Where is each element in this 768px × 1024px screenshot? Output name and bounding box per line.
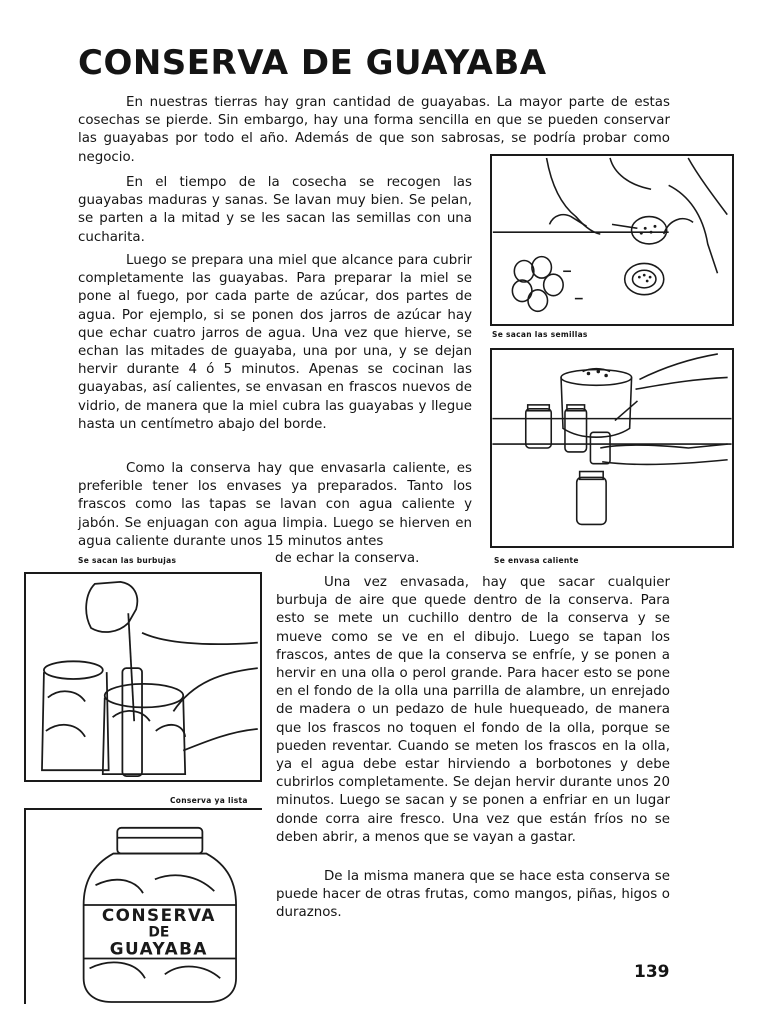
paragraph-intro: En nuestras tierras hay gran cantidad de guayabas. La mayor parte de estas cosechas se pierde. Sin embargo, hay una forma sencilla en que se pueden conservar las guayabas por todo el año. Además de que son sabrosas, se podría probar como negocio.: [78, 95, 670, 165]
caption-ready: Conserva ya lista: [170, 796, 248, 805]
packing-illustration: [492, 350, 732, 546]
figure-seeds: [490, 154, 734, 326]
paragraph-containers-end: de echar la conserva.: [275, 551, 420, 566]
jar-label-line3: GUAYABA: [109, 938, 208, 959]
paragraph-other-fruits: De la misma manera que se hace esta conserva se puede hacer de otras frutas, como mangos, piñas, higos o duraznos.: [276, 869, 670, 921]
caption-hot: Se envasa caliente: [494, 556, 579, 565]
bubbles-illustration: [26, 574, 260, 780]
figure-bubbles: [24, 572, 262, 782]
figure-hot: [490, 348, 734, 548]
figure-ready: [24, 808, 262, 1004]
page-number: 139: [634, 962, 670, 982]
caption-bubbles: Se sacan las burbujas: [78, 556, 177, 565]
jar-illustration: [26, 810, 262, 1004]
seeds-illustration: [492, 156, 732, 324]
paragraph-containers: Como la conserva hay que envasarla caliente, es preferible tener los envases ya preparados. Tanto los frascos como las tapas se lavan con agua caliente y jabón. Se enjuagan con agua limpia. Luego se hierven en agua caliente durante unos 15 minutos antes: [78, 461, 472, 549]
paragraph-harvest: En el tiempo de la cosecha se recogen las guayabas maduras y sanas. Se lavan muy bien. Se pelan, se parten a la mitad y se les sacan las semillas con una cucharita.: [78, 175, 472, 245]
paragraph-bubbles: Una vez envasada, hay que sacar cualquier burbuja de aire que quede dentro de la conserva. Para esto se mete un cuchillo dentro de la conserva y se mueve como se ve en el dibujo. Luego se tapan los frascos, antes de que la conserva se enfríe, y se ponen a hervir en una olla o perol grande. Para hacer esto se pone en el fondo de la olla una parrilla de alambre, un enrejado de madera o un pedazo de hule huequeado, de manera que los frascos no toquen el fondo de la olla, porque se pueden reventar. Cuando se meten los frascos en la olla, ya el agua debe estar hirviendo a borbotones y debe cubrirlos completamente. Se dejan hervir durante unos 20 minutos. Luego se sacan y se ponen a enfriar en un lugar donde corra aire fresco. Una vez que están fríos no se deben abrir, a menos que se vayan a gastar.: [276, 575, 670, 845]
caption-seeds: Se sacan las semillas: [492, 330, 588, 339]
paragraph-syrup: Luego se prepara una miel que alcance para cubrir completamente las guayabas. Para preparar la miel se pone al fuego, por cada parte de azúcar, dos partes de agua. Por ejemplo, si se ponen dos jarros de azúcar hay que echar cuatro jarros de agua. Una vez que hierve, se echan las mitades de guayaba, una por una, y se dejan hervir durante 4 ó 5 minutos. Apenas se cocinan las guayabas, así calientes, se envasan en frascos nuevos de vidrio, de manera que la miel cubra las guayabas y llegue hasta un centímetro abajo del borde.: [78, 253, 472, 432]
page-title: CONSERVA DE GUAYABA: [78, 43, 547, 83]
jar-label-line1: CONSERVA: [101, 904, 216, 925]
jar-label-line2: DE: [148, 924, 170, 941]
